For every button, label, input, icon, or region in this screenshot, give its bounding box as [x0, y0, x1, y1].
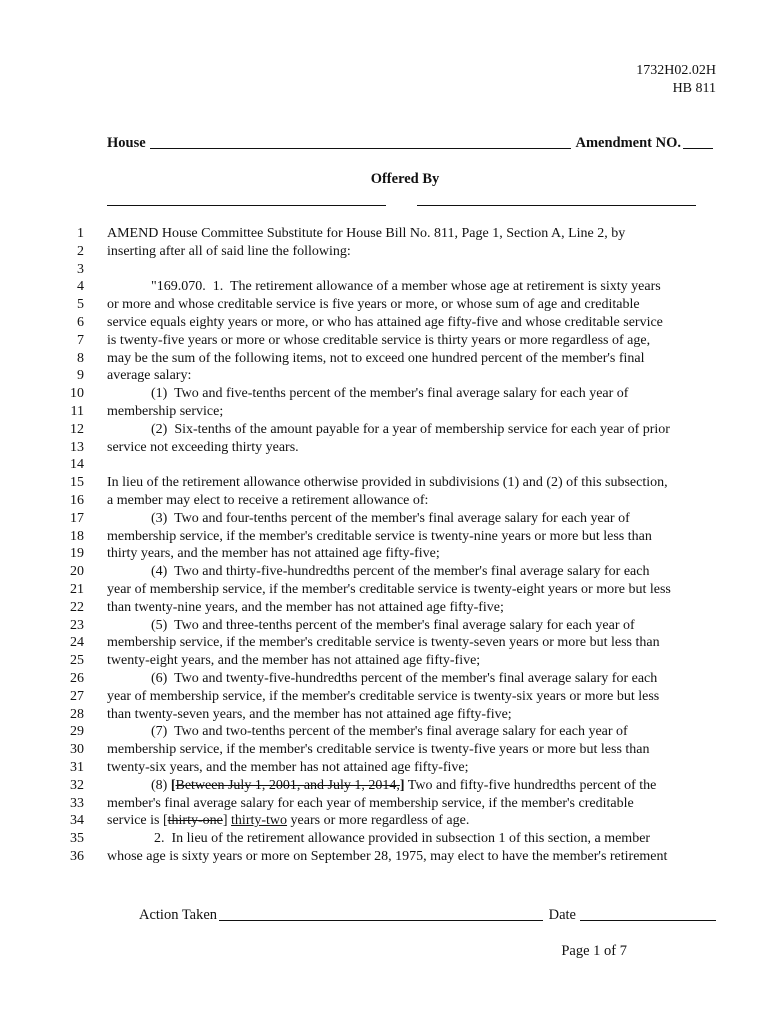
text-segment: AMEND House Committee Substitute for House Bill No. 811, Page 1, Section A, Line 2, by: [107, 226, 626, 241]
house-blank-line: [150, 148, 572, 149]
line-text: [107, 351, 644, 367]
page-number: Page 1 of 7: [561, 943, 627, 959]
line-number: 16: [70, 493, 84, 508]
line-text: [107, 475, 668, 491]
bracket: ]: [399, 777, 405, 793]
document-line: [0, 618, 770, 635]
text-segment: (3) Two and four-tenths percent of the member's final average salary for each year of: [151, 510, 630, 526]
offered-by-signature-line-left: [107, 205, 386, 206]
line-text: [107, 760, 469, 776]
line-text: [107, 813, 469, 829]
document-line: [0, 778, 770, 795]
line-text: [151, 279, 661, 295]
line-number: 4: [77, 279, 84, 295]
text-segment: whose age is sixty years or more on September 28, 1975, may elect to have the member's retirement: [107, 849, 668, 864]
action-taken-row: [139, 907, 716, 924]
text-segment: (8): [151, 777, 171, 793]
line-text: [107, 689, 659, 705]
line-text: [107, 493, 428, 509]
line-number: 30: [70, 742, 84, 758]
line-text: [151, 618, 635, 634]
text-segment: "169.070. 1. The retirement allowance of a member whose age at retirement is sixty years: [151, 279, 661, 295]
text-segment: than twenty-seven years, and the member has not attained age fifty-five;: [107, 706, 512, 722]
text-segment: service equals eighty years or more, or who has attained age fifty-five and whose creditable service: [107, 315, 663, 330]
document-identifier: [636, 62, 716, 98]
document-line: [0, 226, 770, 243]
line-number: 33: [70, 795, 84, 811]
line-text: [107, 404, 223, 420]
document-line: [0, 600, 770, 617]
text-segment: or more and whose creditable service is five years or more, or whose sum of age and creditable: [107, 297, 640, 313]
document-line: [0, 493, 770, 510]
document-line: [0, 386, 770, 403]
line-text: [107, 368, 191, 384]
line-text: [107, 333, 650, 349]
line-number: 5: [77, 297, 84, 313]
text-segment: Two and fifty-five hundredths percent of the: [404, 777, 657, 793]
document-line: [0, 796, 770, 813]
line-number: 29: [70, 724, 84, 740]
text-segment: (5) Two and three-tenths percent of the member's final average salary for each year of: [151, 617, 635, 633]
document-line: [0, 297, 770, 314]
line-number: 23: [70, 617, 84, 633]
bill-number: HB 811: [672, 81, 716, 96]
text-segment: thirty years, and the member has not attained age fifty-five;: [107, 546, 440, 562]
text-segment: 2. In lieu of the retirement allowance provided in subsection 1 of this section, a member: [154, 831, 651, 847]
document-line: [0, 653, 770, 670]
line-number: 6: [77, 315, 84, 330]
bracket: [: [170, 777, 176, 793]
text-segment: twenty-six years, and the member has not attained age fifty-five;: [107, 760, 469, 775]
text-segment: a member may elect to receive a retirement allowance of:: [107, 493, 429, 508]
document-line: [0, 262, 770, 279]
document-line: [0, 671, 770, 688]
document-line: [0, 511, 770, 528]
document-line: [0, 635, 770, 652]
line-number: 1: [77, 226, 84, 241]
document-line: [0, 244, 770, 261]
line-text: [107, 849, 667, 865]
text-segment: ]: [222, 813, 232, 829]
line-number: 18: [70, 528, 84, 544]
line-number: 15: [70, 475, 84, 491]
line-text: [107, 315, 663, 331]
line-text: [151, 724, 628, 740]
document-line: [0, 564, 770, 581]
line-text: [151, 511, 630, 527]
line-text: [107, 707, 512, 723]
line-number: 8: [77, 350, 84, 366]
text-segment: year of membership service, if the member's creditable service is twenty-eight years or more but less: [107, 582, 671, 597]
document-line: [0, 760, 770, 777]
line-text: [107, 297, 640, 313]
document-line: [0, 529, 770, 546]
line-text: [107, 796, 634, 812]
document-line: [0, 351, 770, 368]
document-line: [0, 689, 770, 706]
text-segment: membership service;: [107, 404, 224, 419]
line-number: 27: [70, 688, 84, 704]
line-text: [107, 546, 440, 562]
line-number: 20: [70, 564, 84, 580]
line-text: [151, 671, 657, 687]
document-line: [0, 475, 770, 492]
document-line: [0, 742, 770, 759]
line-number: 35: [70, 831, 84, 847]
line-text: [107, 244, 351, 260]
document-line: [0, 333, 770, 350]
text-segment: In lieu of the retirement allowance otherwise provided in subdivisions (1) and (2) of this subsection,: [107, 475, 668, 491]
document-line: [0, 831, 770, 848]
line-text: [151, 386, 628, 402]
line-text: [151, 422, 670, 438]
line-number: 25: [70, 653, 84, 669]
line-text: [154, 831, 650, 847]
offered-by-label: Offered By: [370, 171, 440, 187]
document-line: [0, 422, 770, 439]
line-number: 11: [70, 404, 84, 419]
offered-by-signature-line-right: [417, 205, 696, 206]
amendment-number-blank: [683, 148, 713, 149]
action-taken-blank-line: [219, 920, 543, 921]
line-number: 13: [70, 439, 84, 455]
line-text: [107, 440, 299, 456]
amendment-header: [107, 135, 713, 152]
date-label: Date: [548, 907, 576, 923]
line-text: [107, 529, 652, 545]
line-number: 21: [70, 582, 84, 597]
line-text: [107, 582, 671, 598]
document-line: [0, 315, 770, 332]
text-segment: membership service, if the member's creditable service is twenty-seven years or more but less than: [107, 635, 660, 651]
line-number: 3: [77, 261, 84, 277]
text-segment: (1) Two and five-tenths percent of the member's final average salary for each year of: [151, 386, 629, 402]
line-text: [107, 635, 660, 651]
line-number: 19: [70, 546, 84, 562]
text-segment: is twenty-five years or more or whose creditable service is thirty years or more regardless of age,: [107, 332, 651, 348]
document-line: [0, 368, 770, 385]
inserted-text: thirty-two: [231, 813, 288, 829]
line-text: [151, 564, 649, 580]
line-number: 14: [70, 457, 84, 473]
text-segment: years or more regardless of age.: [287, 813, 470, 829]
document-line: [0, 546, 770, 563]
line-number: 17: [70, 510, 84, 526]
document-line: [0, 279, 770, 296]
amendment-number-label: Amendment NO.: [575, 135, 681, 151]
text-segment: service is [: [107, 813, 168, 829]
text-segment: inserting after all of said line the following:: [107, 243, 351, 259]
text-segment: than twenty-nine years, and the member has not attained age fifty-five;: [107, 599, 504, 615]
text-segment: membership service, if the member's creditable service is twenty-nine years or more but less than: [107, 528, 652, 544]
line-number: 32: [70, 777, 84, 793]
text-segment: member's final average salary for each year of membership service, if the member's creditable: [107, 795, 634, 811]
action-taken-label: Action Taken: [139, 907, 218, 923]
line-text: [107, 600, 504, 616]
line-number: 31: [70, 760, 84, 775]
text-segment: (6) Two and twenty-five-hundredths percent of the member's final average salary for each: [151, 671, 658, 686]
text-segment: year of membership service, if the member's creditable service is twenty-six years or more but less: [107, 688, 660, 704]
line-text: [151, 778, 656, 794]
text-segment: (2) Six-tenths of the amount payable for a year of membership service for each year of prior: [151, 421, 670, 437]
document-line: [0, 457, 770, 474]
document-line: [0, 849, 770, 866]
line-number: 24: [70, 635, 84, 651]
document-line: [0, 724, 770, 741]
date-blank-line: [580, 920, 716, 921]
document-line: [0, 813, 770, 830]
text-segment: average salary:: [107, 368, 192, 384]
line-number: 36: [70, 849, 84, 864]
line-number: 2: [77, 243, 84, 259]
deleted-text: Between July 1, 2001, and July 1, 2014,: [175, 777, 400, 793]
text-segment: (7) Two and two-tenths percent of the member's final average salary for each year of: [151, 724, 628, 740]
line-number: 28: [70, 706, 84, 722]
house-label: House: [107, 135, 146, 151]
line-number: 7: [77, 332, 84, 348]
document-line: [0, 582, 770, 599]
document-line: [0, 404, 770, 421]
line-number: 10: [70, 386, 84, 402]
line-text: [107, 226, 625, 242]
line-number: 9: [77, 368, 84, 384]
line-number: 12: [70, 421, 84, 437]
document-line: [0, 440, 770, 457]
line-number: 34: [70, 813, 84, 829]
text-segment: may be the sum of the following items, not to exceed one hundred percent of the member's final: [107, 350, 645, 366]
line-text: [107, 653, 480, 669]
text-segment: service not exceeding thirty years.: [107, 439, 299, 455]
document-line: [0, 707, 770, 724]
deleted-text: thirty-one: [167, 813, 223, 829]
text-segment: twenty-eight years, and the member has not attained age fifty-five;: [107, 653, 481, 669]
line-number: 22: [70, 599, 84, 615]
line-number: 26: [70, 671, 84, 686]
line-text: [107, 742, 650, 758]
text-segment: (4) Two and thirty-five-hundredths percent of the member's final average salary for each: [151, 564, 650, 580]
doc-code: 1732H02.02H: [636, 63, 716, 78]
text-segment: membership service, if the member's creditable service is twenty-five years or more but less than: [107, 742, 650, 758]
